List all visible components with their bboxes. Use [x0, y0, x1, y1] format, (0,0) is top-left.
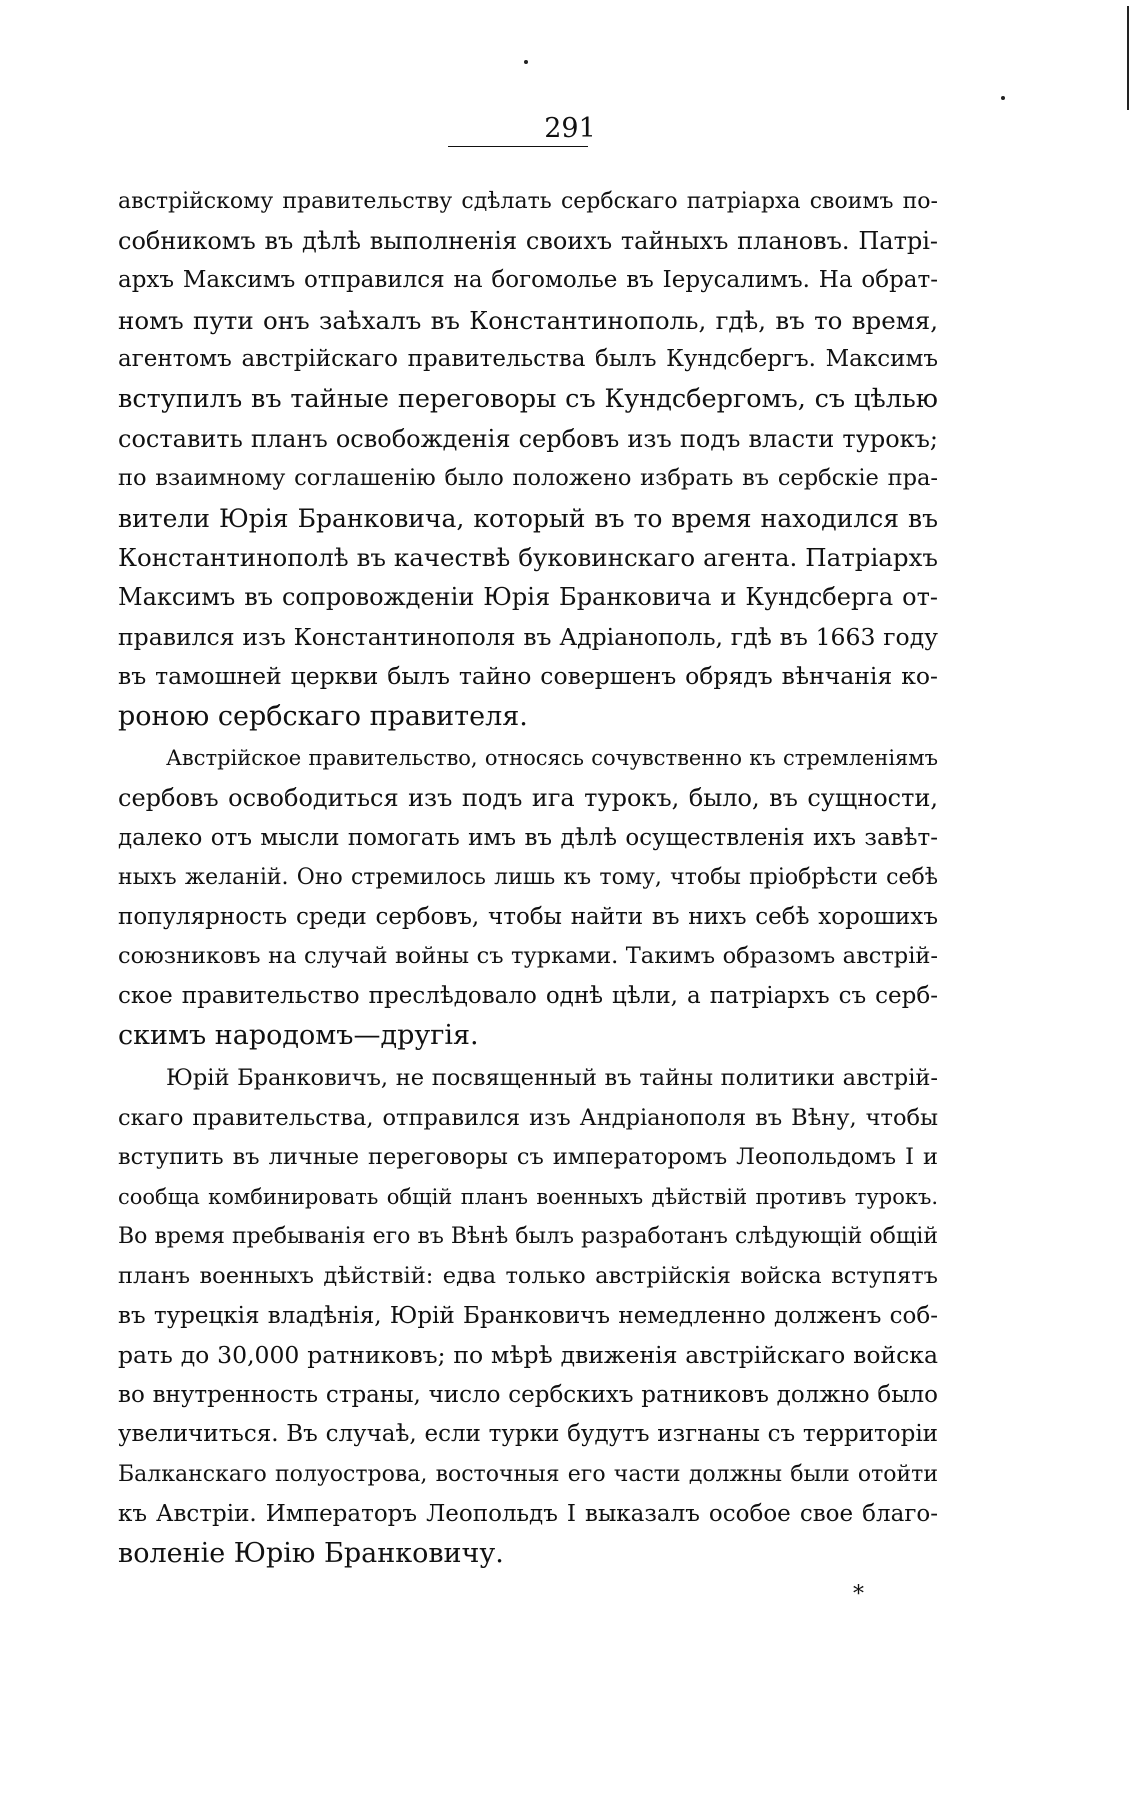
text-line: австрійскому правительству сдѣлать сербскаго патріарха своимъ по-	[118, 189, 938, 214]
text-line: къ Австріи. Императоръ Леопольдъ I выказалъ особое свое благо-	[118, 1500, 938, 1527]
text-line: составить планъ освобожденія сербовъ изъ подъ власти турокъ;	[118, 424, 938, 453]
text-line: вступить въ личные переговоры съ императоромъ Леопольдомъ I и	[118, 1144, 938, 1171]
text-line: ныхъ желаній. Оно стремилось лишь къ тому, чтобы пріобрѣсти себѣ	[118, 865, 938, 891]
text-line: воленіе Юрію Бранковичу.	[118, 1538, 504, 1570]
text-line: популярность среди сербовъ, чтобы найти въ нихъ себѣ хорошихъ	[118, 903, 938, 930]
paragraph	[118, 182, 938, 736]
text-line: во внутренность страны, число сербскихъ ратниковъ должно было	[118, 1381, 938, 1408]
text-line: собникомъ въ дѣлѣ выполненія своихъ тайныхъ плановъ. Патрі-	[118, 226, 938, 255]
margin-line-mark	[1127, 6, 1129, 110]
text-line: роною сербскаго правителя.	[118, 700, 528, 732]
text-line: Юрій Бранковичъ, не посвященный въ тайны политики австрій-	[166, 1065, 938, 1092]
page-number: 291	[544, 113, 596, 144]
text-line: Во время пребыванія его въ Вѣнѣ былъ разработанъ слѣдующій общій	[118, 1224, 938, 1250]
text-line: агентомъ австрійскаго правительства былъ Кундсбергъ. Максимъ	[118, 346, 938, 373]
text-line: правился изъ Константинополя въ Адріанополь, гдѣ въ 1663 году	[118, 622, 938, 651]
asterisk-mark: *	[853, 1582, 864, 1607]
text-line: Балканскаго полуострова, восточныя его части должны были отойти	[118, 1462, 938, 1487]
text-line: далеко отъ мысли помогать имъ въ дѣлѣ осуществленія ихъ завѣт-	[118, 824, 938, 851]
text-line: сербовъ освободиться изъ подъ ига турокъ, было, въ сущности,	[118, 783, 938, 812]
text-line: скаго правительства, отправился изъ Андріанополя въ Вѣну, чтобы	[118, 1104, 938, 1131]
text-line: вители Юрія Бранковича, который въ то время находился въ	[118, 503, 938, 533]
text-line: Максимъ въ сопровожденіи Юрія Бранковича и Кундсберга от-	[118, 582, 938, 611]
text-line: въ тамошней церкви былъ тайно совершенъ обрядъ вѣнчанія ко-	[118, 662, 938, 691]
text-line: увеличиться. Въ случаѣ, если турки будутъ изгнаны съ территоріи	[118, 1421, 938, 1448]
text-line: архъ Максимъ отправился на богомолье въ Іерусалимъ. На обрат-	[118, 267, 938, 294]
text-line: планъ военныхъ дѣйствій: едва только австрійскія войска вступятъ	[118, 1263, 938, 1290]
text-line: вступилъ въ тайные переговоры съ Кундсбергомъ, съ цѣлью	[118, 383, 938, 414]
text-line: ское правительство преслѣдовало однѣ цѣли, а патріархъ съ серб-	[118, 982, 938, 1009]
ink-speck	[1001, 96, 1005, 100]
text-line: Австрійское правительство, относясь сочувственно къ стремленіямъ	[166, 746, 938, 771]
text-line: сообща комбинировать общій планъ военныхъ дѣйствій противъ турокъ.	[118, 1184, 938, 1209]
text-line: рать до 30,000 ратниковъ; по мѣрѣ движенія австрійскаго войска	[118, 1341, 938, 1370]
body-text	[118, 182, 938, 1574]
paragraph	[118, 1059, 938, 1574]
text-line: скимъ народомъ—другія.	[118, 1020, 479, 1052]
paragraph	[118, 739, 938, 1056]
page-number-rule	[448, 146, 588, 147]
ink-speck	[524, 60, 528, 64]
text-line: союзниковъ на случай войны съ турками. Такимъ образомъ австрій-	[118, 943, 938, 970]
text-line: по взаимному соглашенію было положено избрать въ сербскіе пра-	[118, 465, 938, 492]
text-line: въ турецкія владѣнія, Юрій Бранковичъ немедленно долженъ соб-	[118, 1302, 938, 1329]
text-line: Константинополѣ въ качествѣ буковинскаго агента. Патріархъ	[118, 543, 938, 573]
text-line: номъ пути онъ заѣхалъ въ Константинополь, гдѣ, въ то время,	[118, 305, 938, 335]
